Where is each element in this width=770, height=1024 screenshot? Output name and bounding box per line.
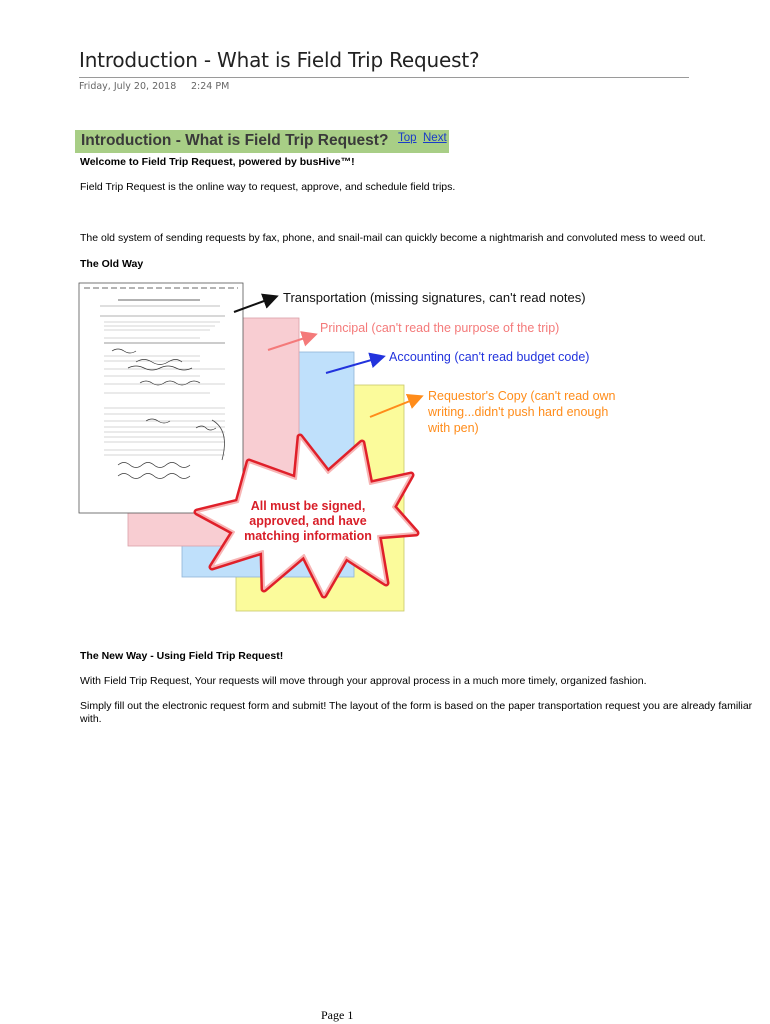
starburst-line3: matching information: [244, 529, 372, 543]
top-link[interactable]: Top: [398, 132, 417, 144]
welcome-heading: Welcome to Field Trip Request, powered by busHive™!: [80, 156, 355, 168]
requestor-label-line2: writing...didn't push hard enough: [428, 405, 609, 419]
old-way-heading: The Old Way: [80, 258, 144, 270]
transportation-label: Transportation (missing signatures, can't read notes): [283, 290, 586, 305]
principal-label: Principal (can't read the purpose of the trip): [320, 321, 560, 335]
requestor-label-line1: Requestor's Copy (can't read own: [428, 389, 616, 403]
page-date: Friday, July 20, 2018: [79, 81, 177, 92]
starburst-line2: approved, and have: [249, 514, 367, 528]
new-way-paragraph-2: Simply fill out the electronic request form and submit! The layout of the form is based on the paper transportation request you are already familiar with.: [80, 700, 753, 725]
new-way-heading: The New Way - Using Field Trip Request!: [80, 650, 284, 662]
requestor-label-line3: with pen): [428, 421, 479, 435]
banner-title: Introduction - What is Field Trip Request?: [81, 132, 389, 149]
paper-request-form: [79, 283, 243, 513]
intro-text: Field Trip Request is the online way to request, approve, and schedule field trips.: [80, 181, 456, 193]
new-way-paragraph-1: With Field Trip Request, Your requests will move through your approval process in a much more timely, organized fashion.: [80, 675, 647, 687]
accounting-label: Accounting (can't read budget code): [389, 350, 590, 364]
page-number: Page 1: [321, 1008, 354, 1022]
page-title: Introduction - What is Field Trip Request?: [79, 48, 480, 72]
page-time: 2:24 PM: [191, 81, 230, 92]
old-system-text: The old system of sending requests by fax, phone, and snail-mail can quickly become a nightmarish and convoluted mess to weed out.: [80, 232, 706, 244]
starburst-line1: All must be signed,: [250, 499, 366, 513]
next-link[interactable]: Next: [423, 132, 447, 144]
